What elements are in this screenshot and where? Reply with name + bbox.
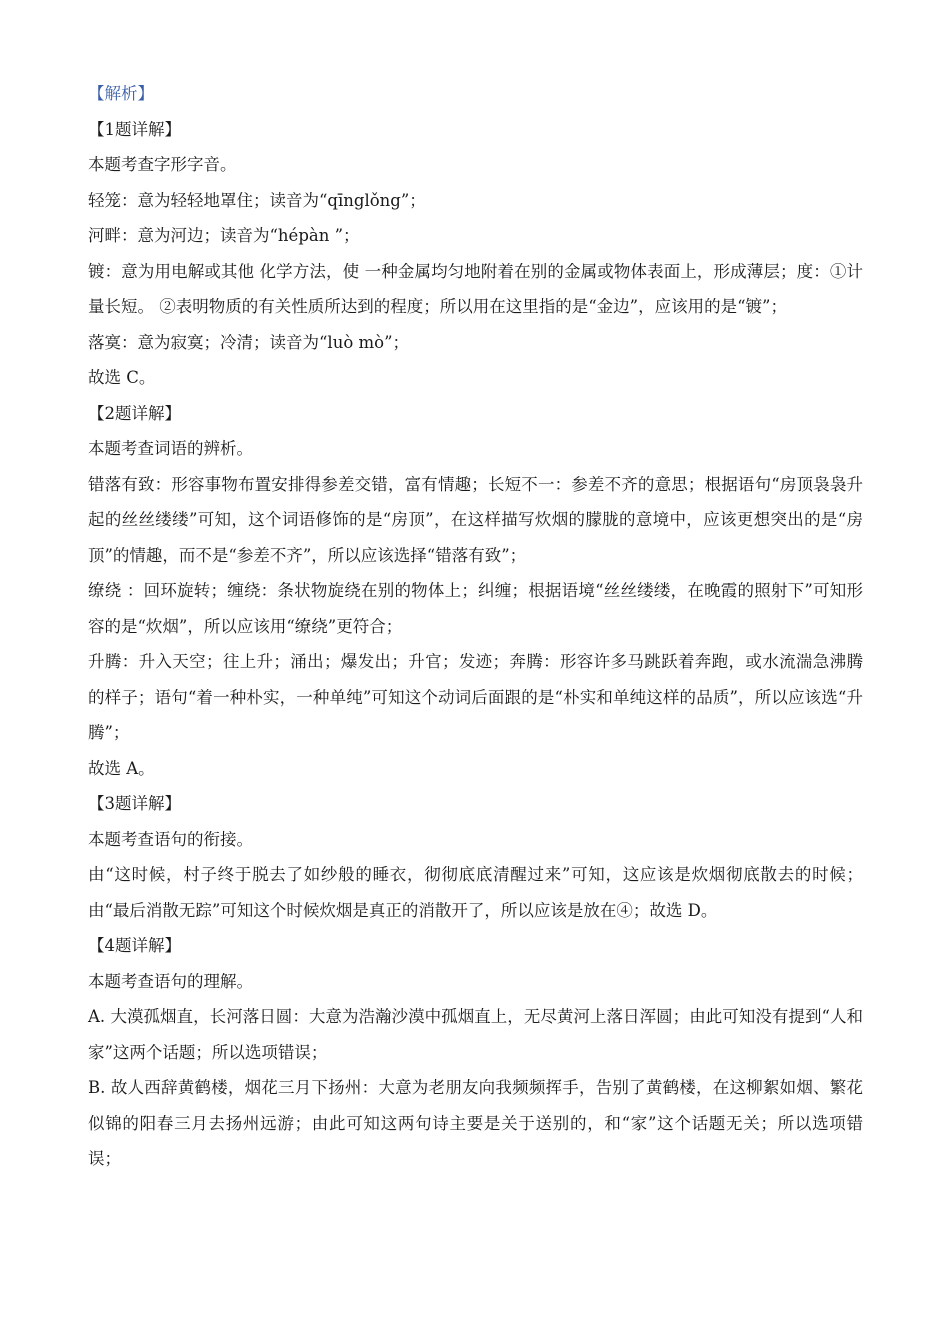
- paragraph: 升腾：升入天空；往上升；涌出；爆发出；升官；发迹；奔腾：形容许多马跳跃着奔跑，或水流湍急沸腾的样子；语句“着一种朴实，一种单纯”可知这个动词后面跟的是“朴实和单纯这样的品质”，所以应该选“升腾”；: [88, 652, 863, 742]
- paragraph: 故选 A。: [88, 758, 155, 778]
- paragraph: 错落有致：形容事物布置安排得参差交错，富有情趣；长短不一：参差不齐的意思；根据语句“房顶袅袅升起的丝丝缕缕”可知，这个词语修饰的是“房顶”，在这样描写炊烟的朦胧的意境中，应该更想突出的是“房顶”的情趣，而不是“参差不齐”，所以应该选择“错落有致”；: [88, 474, 863, 565]
- option-b-paragraph: B. 故人西辞黄鹤楼，烟花三月下扬州：大意为老朋友向我频频挥手，告别了黄鹤楼，在这柳絮如烟、繁花似锦的阳春三月去扬州远游；由此可知这两句诗主要是关于送别的，和“家”这个话题无关；所以选项错误；: [88, 1078, 863, 1168]
- paragraph: 本题考查字形字音。: [88, 155, 237, 174]
- paragraph: 轻笼：意为轻轻地罩住；读音为“qīnglǒng”；: [88, 190, 426, 210]
- paragraph: 本题考查语句的衔接。: [88, 829, 253, 849]
- paragraph: 本题考查语句的理解。: [88, 971, 253, 991]
- paragraph: 故选 C。: [88, 368, 156, 387]
- option-a-paragraph: A. 大漠孤烟直，长河落日圆：大意为浩瀚沙漠中孤烟直上，无尽黄河上落日浑圆；由此可知没有提到“人和家”这两个话题；所以选项错误；: [88, 1007, 863, 1062]
- paragraph: 由“这时候，村子终于脱去了如纱般的睡衣，彻彻底底清醒过来”可知，这应该是炊烟彻底散去的时候；由“最后消散无踪”可知这个时候炊烟是真正的消散开了，所以应该是放在④；故选 D。: [88, 865, 863, 920]
- paragraph: 缭绕 ：回环旋转；缠绕：条状物旋绕在别的物体上；纠缠；根据语境“丝丝缕缕，在晚霞的照射下”可知形容的是“炊烟”，所以应该用“缭绕”更符合；: [88, 581, 863, 636]
- paragraph: 河畔：意为河边；读音为“hépàn ”；: [88, 226, 360, 245]
- analysis-header: 【解析】: [88, 84, 154, 103]
- section-title: 【4题详解】: [88, 936, 181, 955]
- section-title: 【3题详解】: [88, 794, 181, 813]
- section-title: 【2题详解】: [88, 403, 181, 423]
- paragraph: 镀：意为用电解或其他 化学方法，使 一种金属均匀地附着在别的金属或物体表面上，形成薄层；度：①计量长短。 ②表明物质的有关性质所达到的程度；所以用在这里指的是“金边”，应该用的是“镀”；: [88, 261, 863, 316]
- paragraph: 落寞：意为寂寞；冷清；读音为“luò mò”；: [88, 332, 410, 352]
- analysis-content: [88, 76, 863, 1177]
- section-title: 【1题详解】: [88, 119, 181, 139]
- paragraph: 本题考查词语的辨析。: [88, 439, 253, 458]
